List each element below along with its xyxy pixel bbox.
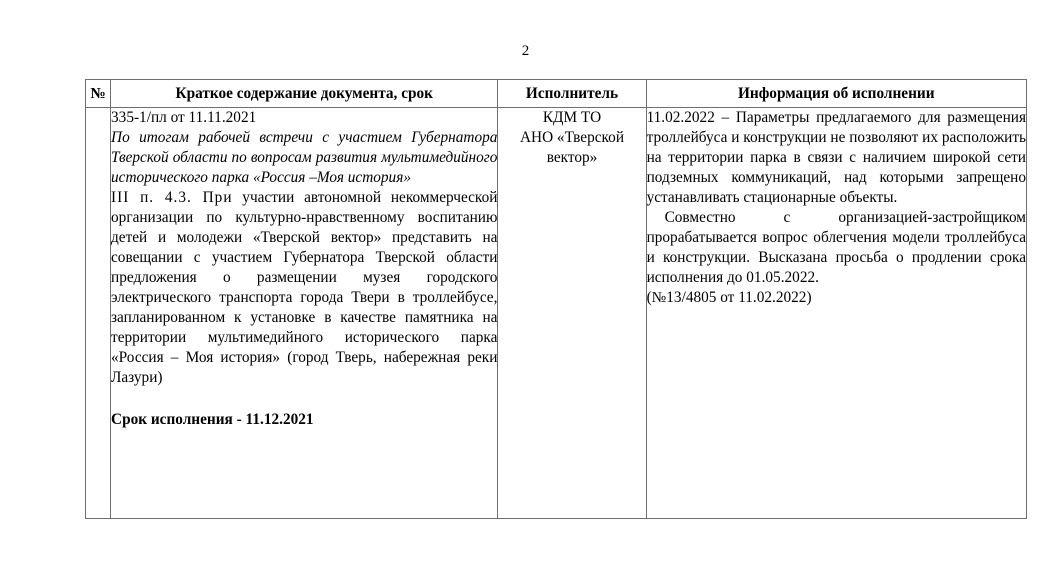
deadline: Срок исполнения - 11.12.2021 — [111, 411, 314, 428]
table-header-row — [86, 80, 1027, 108]
task-text — [111, 188, 497, 388]
cell-content — [111, 108, 498, 519]
page-number: 2 — [521, 43, 530, 59]
info-reference: (№13/4805 от 11.02.2022) — [646, 289, 812, 306]
cell-executor — [498, 108, 646, 519]
header-executor: Исполнитель — [498, 80, 646, 108]
task-item-label: III п. 4.3. При — [111, 189, 233, 206]
info-paragraph-2: Совместно с организацией-застройщиком прорабатывается вопрос облегчения модели троллейбуса и конструкции. Высказана просьба о продлении срока исполнения до 01.05.2022. — [646, 209, 1026, 286]
meeting-title: По итогам рабочей встречи с участием Губернатора Тверской области по вопросам развития мультимедийного исторического парка «Россия –Моя история» — [111, 129, 498, 186]
header-content: Краткое содержание документа, срок — [111, 80, 498, 108]
table-row — [86, 108, 1027, 519]
header-info: Информация об исполнении — [646, 80, 1026, 108]
executor-line-1: КДМ ТО — [542, 109, 602, 126]
document-reference: 335-1/пл от 11.11.2021 — [111, 109, 257, 126]
header-number: № — [86, 80, 111, 108]
cell-info — [646, 108, 1026, 519]
cell-number — [86, 108, 111, 519]
document-table — [85, 79, 1027, 519]
info-paragraph-1: 11.02.2022 – Параметры предлагаемого для размещения троллейбуса и конструкции не позволяют их расположить на территории парка в связи с наличием широкой сети подземных коммуникаций, над которыми запрещено устанавливать стационарные объекты. — [646, 109, 1026, 206]
executor-line-2: АНО «Тверской вектор» — [519, 129, 625, 166]
task-item-text: участии автономной некоммерческой организации по культурно-нравственному воспитанию детей и молодежи «Тверской вектор» представить на совещании с участием Губернатора Тверской области предложения о размещении музея городского электрического транспорта города Твери в троллейбусе, запланированном к установке в качестве памятника на территории мультимедийного исторического парка «Россия – Моя история» (город Тверь, набережная реки Лазури) — [111, 189, 498, 386]
